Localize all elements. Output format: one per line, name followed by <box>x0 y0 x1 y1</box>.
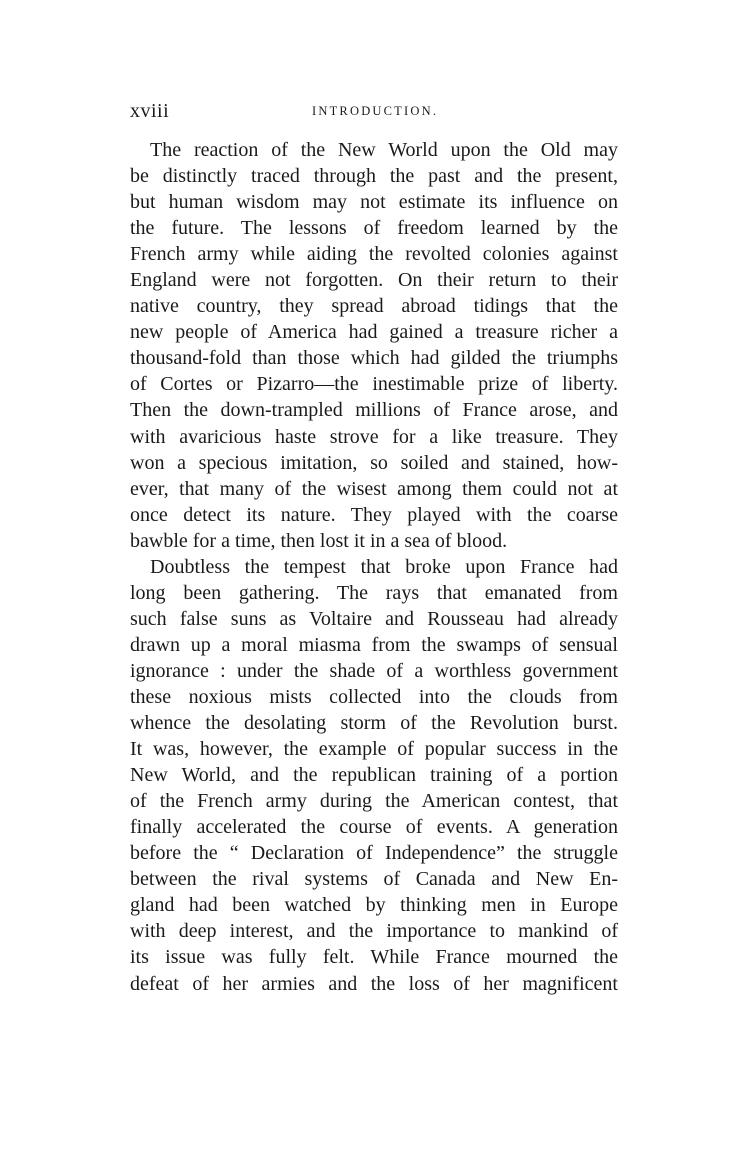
paragraph-1 <box>130 137 618 554</box>
text-line: with deep interest, and the importance to mankind of <box>130 920 618 943</box>
text-line: between the rival systems of Canada and New En- <box>130 868 618 891</box>
page-number: xviii <box>130 100 170 122</box>
text-line: ever, that many of the wisest among them could not at <box>130 477 618 500</box>
text-line: these noxious mists collected into the clouds from <box>130 685 618 708</box>
text-line: finally accelerated the course of events. A generation <box>130 816 618 839</box>
text-line: of Cortes or Pizarro—the inestimable prize of liberty. <box>130 373 618 396</box>
text-line: its issue was fully felt. While France mourned the <box>130 946 618 969</box>
text-line: New World, and the republican training of a portion <box>130 764 618 787</box>
text-line: the future. The lessons of freedom learned by the <box>130 217 618 240</box>
text-line: before the “ Declaration of Independence” the struggle <box>130 842 618 865</box>
text-line: but human wisdom may not estimate its influence on <box>130 191 618 214</box>
text-line: once detect its nature. They played with the coarse <box>130 503 618 526</box>
text-line: long been gathering. The rays that emanated from <box>130 581 618 604</box>
text-line: defeat of her armies and the loss of her magnificent <box>130 972 618 995</box>
text-line: new people of America had gained a treasure richer a <box>130 321 618 344</box>
text-line: drawn up a moral miasma from the swamps of sensual <box>130 633 618 656</box>
text-line: gland had been watched by thinking men in Europe <box>130 894 618 917</box>
text-line: with avaricious haste strove for a like treasure. They <box>130 425 618 448</box>
text-line: native country, they spread abroad tidings that the <box>130 295 618 318</box>
text-line: It was, however, the example of popular success in the <box>130 738 618 761</box>
text-line: French army while aiding the revolted colonies against <box>130 243 618 266</box>
text-line: won a specious imitation, so soiled and stained, how- <box>130 451 618 474</box>
text-line: Doubtless the tempest that broke upon France had <box>150 555 618 578</box>
text-line: Then the down-trampled millions of France arose, and <box>130 399 618 422</box>
text-line: ignorance : under the shade of a worthless government <box>130 659 618 682</box>
paragraph-2 <box>130 554 618 997</box>
text-line: thousand-fold than those which had gilded the triumphs <box>130 347 618 370</box>
text-line: bawble for a time, then lost it in a sea of blood. <box>130 529 508 552</box>
running-head <box>130 99 618 123</box>
body-text <box>130 137 618 997</box>
text-line: England were not forgotten. On their return to their <box>130 269 618 292</box>
text-line: of the French army during the American contest, that <box>130 790 618 813</box>
chapter-title: INTRODUCTION. <box>312 104 439 118</box>
text-line: be distinctly traced through the past and the present, <box>130 165 618 188</box>
text-line: whence the desolating storm of the Revolution burst. <box>130 712 618 735</box>
text-line: such false suns as Voltaire and Rousseau had already <box>130 607 618 630</box>
text-line: The reaction of the New World upon the Old may <box>150 139 618 161</box>
